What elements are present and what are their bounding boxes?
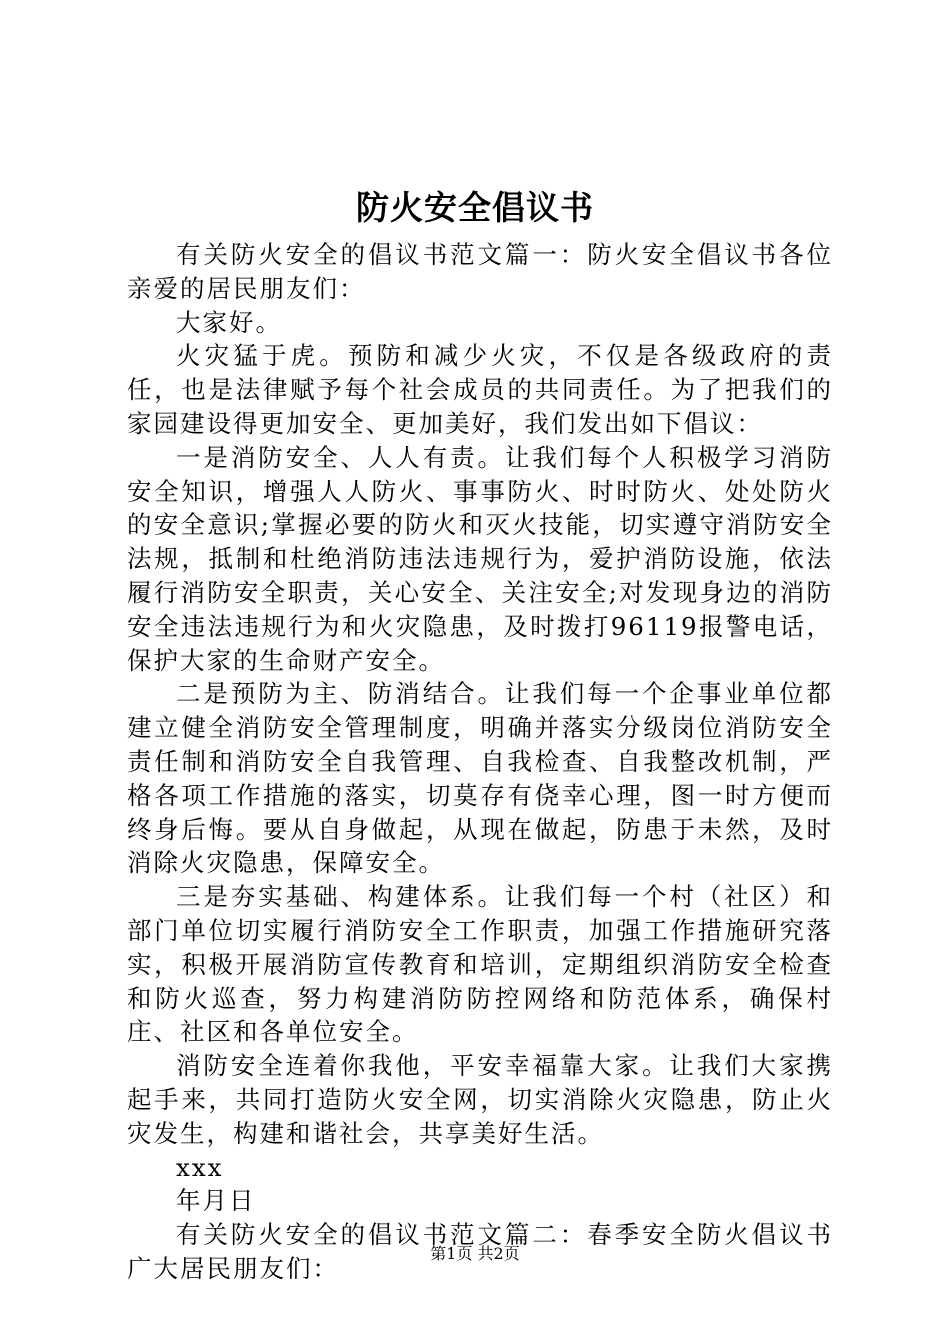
paragraph-proposal-one: 一是消防安全、人人有责。让我们每个人积极学习消防安全知识，增强人人防火、事事防火、时时防火、处处防火的安全意识;掌握必要的防火和灭火技能，切实遵守消防安全法规，抵制和杜绝消防违法违规行为，爱护消防设施，依法履行消防安全职责，关心安全、关注安全;对发现身边的消防安全违法违规行为和火灾隐患，及时拨打96119报警电话，保护大家的生命财产安全。	[127, 442, 833, 675]
page-footer: 第1页 共2页	[430, 1244, 520, 1263]
paragraph-date: 年月日	[176, 1186, 256, 1216]
document-title: 防火安全倡议书	[356, 188, 594, 227]
paragraph-proposal-three: 三是夯实基础、构建体系。让我们每一个村（社区）和部门单位切实履行消防安全工作职责，加强工作措施研究落实，积极开展消防宣传教育和培训，定期组织消防安全检查和防火巡查，努力构建消防防控网络和防范体系，确保村庄、社区和各单位安全。	[127, 882, 833, 1047]
paragraph-greeting: 大家好。	[176, 307, 282, 337]
paragraph-closing: 消防安全连着你我他，平安幸福靠大家。让我们大家携起手来，共同打造防火安全网，切实消除火灾隐患，防止火灾发生，构建和谐社会，共享美好生活。	[127, 1051, 833, 1148]
paragraph-signature: xxx	[176, 1152, 224, 1182]
paragraph-second-sample: 有关防火安全的倡议书范文篇二：春季安全防火倡议书广大居民朋友们：	[127, 1220, 833, 1283]
paragraph-intro: 有关防火安全的倡议书范文篇一：防火安全倡议书各位亲爱的居民朋友们：	[127, 240, 833, 303]
paragraph-fire-danger: 火灾猛于虎。预防和减少火灾，不仅是各级政府的责任，也是法律赋予每个社会成员的共同责任。为了把我们的家园建设得更加安全、更加美好，我们发出如下倡议：	[127, 341, 833, 438]
paragraph-proposal-two: 二是预防为主、防消结合。让我们每一个企事业单位都建立健全消防安全管理制度，明确并落实分级岗位消防安全责任制和消防安全自我管理、自我检查、自我整改机制，严格各项工作措施的落实，切莫存有侥幸心理，图一时方便而终身后悔。要从自身做起，从现在做起，防患于未然，及时消除火灾隐患，保障安全。	[127, 679, 833, 878]
document-body	[127, 238, 833, 1286]
